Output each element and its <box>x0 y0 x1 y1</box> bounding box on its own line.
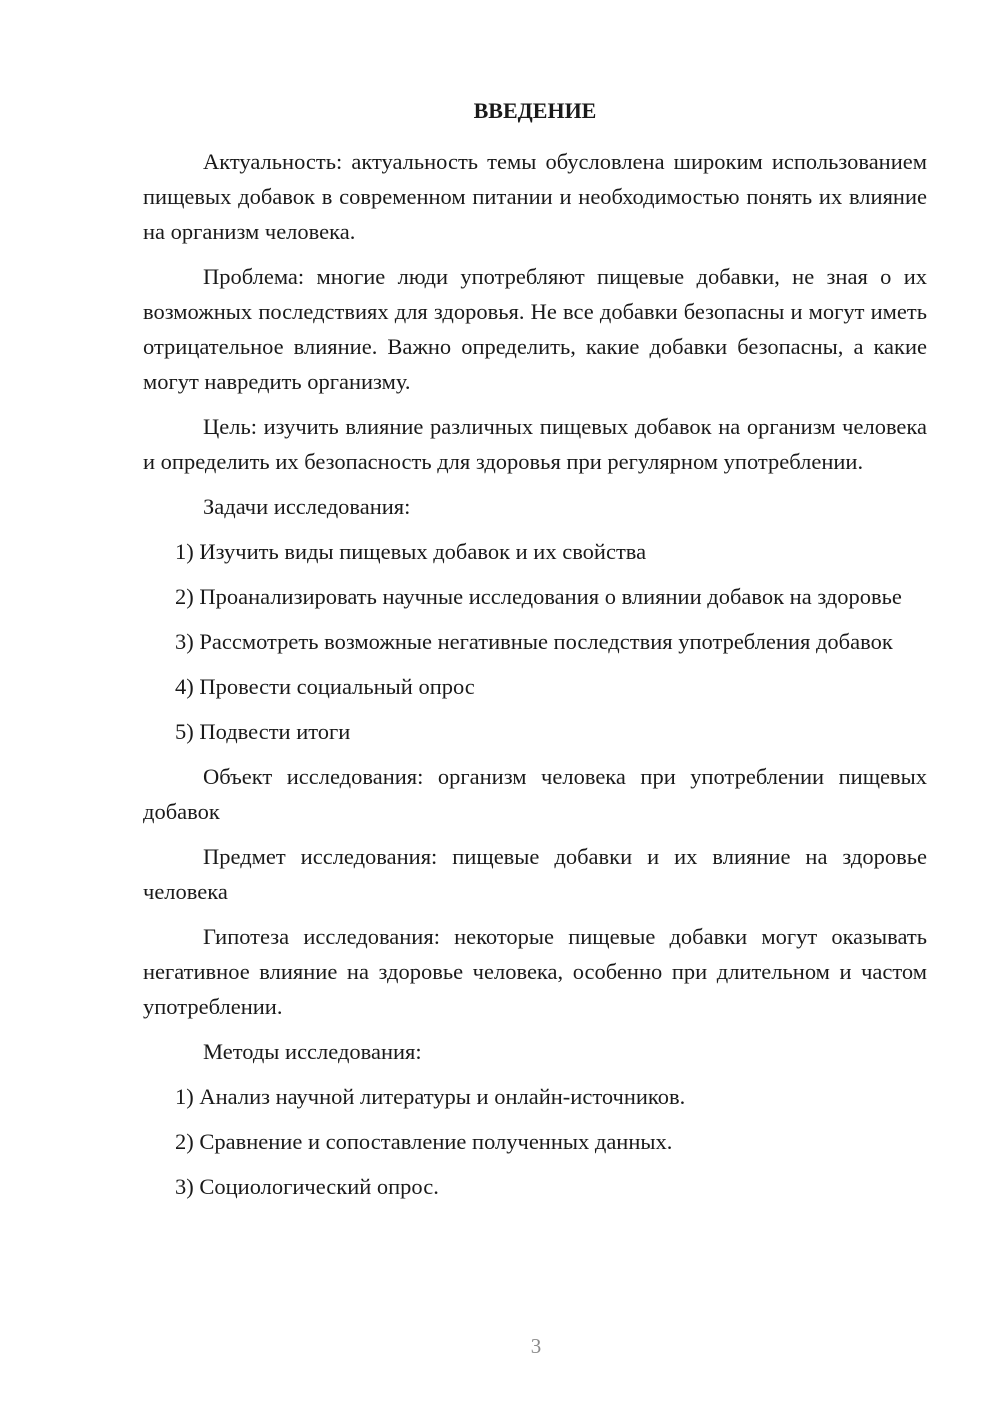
document-page <box>143 96 927 1214</box>
method-item: 3) Социологический опрос. <box>175 1174 439 1199</box>
task-item: 2) Проанализировать научные исследования о влиянии добавок на здоровье <box>175 584 902 609</box>
subject-paragraph: Предмет исследования: пищевые добавки и их влияние на здоровье человека <box>143 844 927 904</box>
page-number: 3 <box>530 1334 542 1358</box>
relevance-paragraph: Актуальность: актуальность темы обусловлена широким использованием пищевых добавок в современном питании и необходимостью понять их влияние на организм человека. <box>143 149 927 244</box>
problem-paragraph: Проблема: многие люди употребляют пищевые добавки, не зная о их возможных последствиях для здоровья. Не все добавки безопасны и могут иметь отрицательное влияние. Важно определить, какие добавки безопасны, а какие могут навредить организму. <box>143 264 927 394</box>
task-item: 1) Изучить виды пищевых добавок и их свойства <box>175 539 647 564</box>
tasks-heading: Задачи исследования: <box>203 494 411 519</box>
task-item: 3) Рассмотреть возможные негативные последствия употребления добавок <box>175 629 893 654</box>
section-title: ВВЕДЕНИЕ <box>473 98 597 123</box>
object-paragraph: Объект исследования: организм человека при употреблении пищевых добавок <box>143 764 927 824</box>
hypothesis-paragraph: Гипотеза исследования: некоторые пищевые добавки могут оказывать негативное влияние на здоровье человека, особенно при длительном и частом употреблении. <box>143 924 927 1019</box>
task-item: 4) Провести социальный опрос <box>175 674 475 699</box>
method-item: 2) Сравнение и сопоставление полученных данных. <box>175 1129 673 1154</box>
goal-paragraph: Цель: изучить влияние различных пищевых добавок на организм человека и определить их безопасность для здоровья при регулярном употреблении. <box>143 414 927 474</box>
methods-heading: Методы исследования: <box>203 1039 422 1064</box>
method-item: 1) Анализ научной литературы и онлайн-источников. <box>175 1084 686 1109</box>
task-item: 5) Подвести итоги <box>175 719 351 744</box>
